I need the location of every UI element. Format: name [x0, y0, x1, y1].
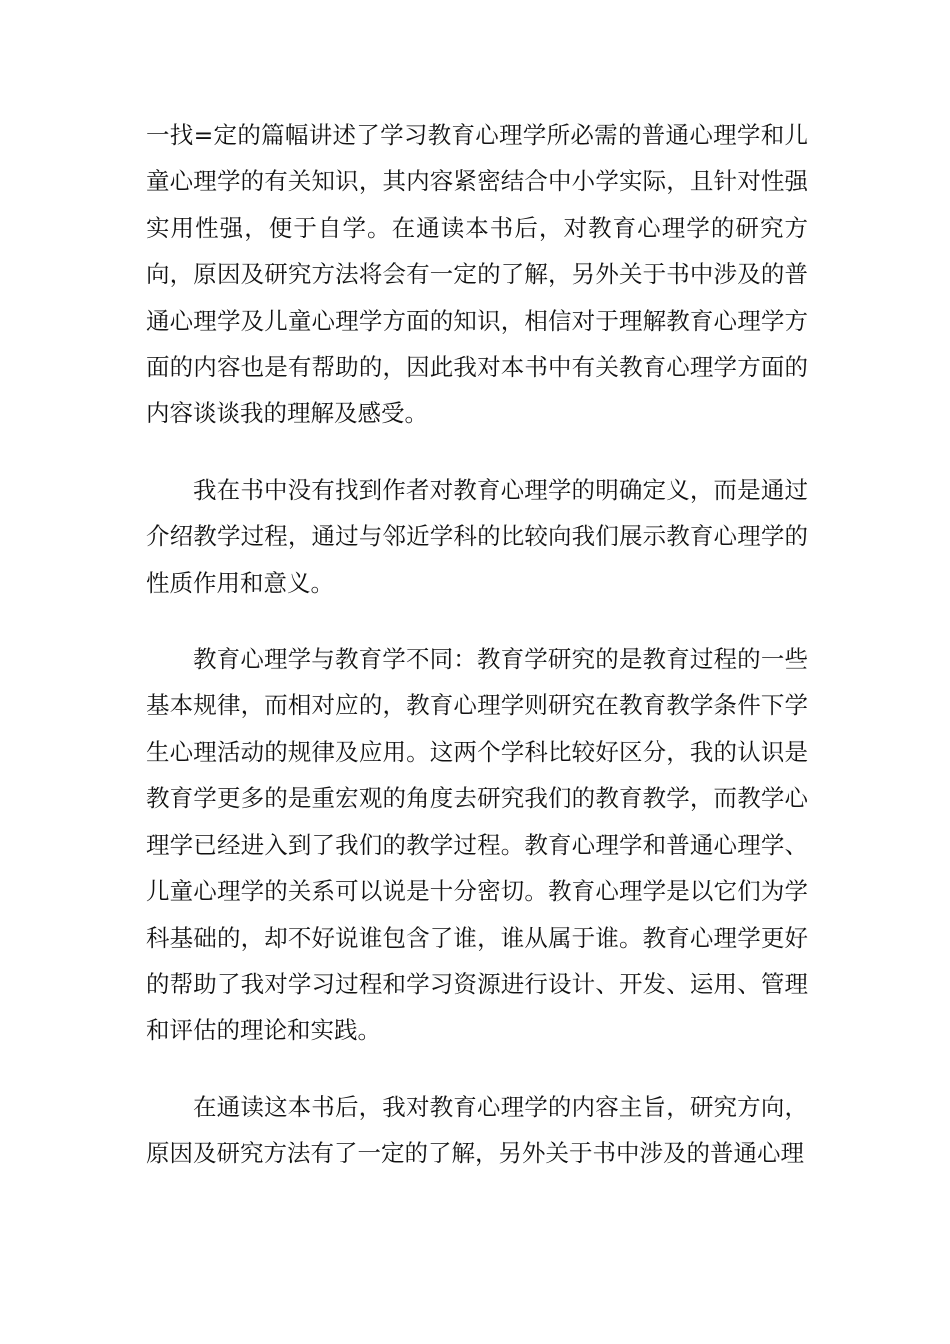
paragraph-4: 在通读这本书后，我对教育心理学的内容主旨，研究方向，原因及研究方法有了一定的了解，另外关于书中涉及的普通心理: [146, 1092, 808, 1168]
paragraph-2: 我在书中没有找到作者对教育心理学的明确定义，而是通过介绍教学过程，通过与邻近学科的比较向我们展示教育心理学的性质作用和意义。: [146, 475, 808, 597]
paragraph-3: 教育心理学与教育学不同：教育学研究的是教育过程的一些基本规律，而相对应的，教育心理学则研究在教育教学条件下学生心理活动的规律及应用。这两个学科比较好区分，我的认识是教育学更多的是重宏观的角度去研究我们的教育教学，而教学心理学已经进入到了我们的教学过程。教育心理学和普通心理学、儿童心理学的关系可以说是十分密切。教育心理学是以它们为学科基础的，却不好说谁包含了谁，谁从属于谁。教育心理学更好的帮助了我对学习过程和学习资源进行设计、开发、运用、管理和评估的理论和实践。: [146, 645, 808, 1045]
paragraph-1: 一找=定的篇幅讲述了学习教育心理学所必需的普通心理学和儿童心理学的有关知识，其内容紧密结合中小学实际，且针对性强实用性强，便于自学。在通读本书后，对教育心理学的研究方向，原因及研究方法将会有一定的了解，另外关于书中涉及的普通心理学及儿童心理学方面的知识，相信对于理解教育心理学方面的内容也是有帮助的，因此我对本书中有关教育心理学方面的内容谈谈我的理解及感受。: [146, 121, 808, 428]
document-page: [146, 112, 808, 1177]
